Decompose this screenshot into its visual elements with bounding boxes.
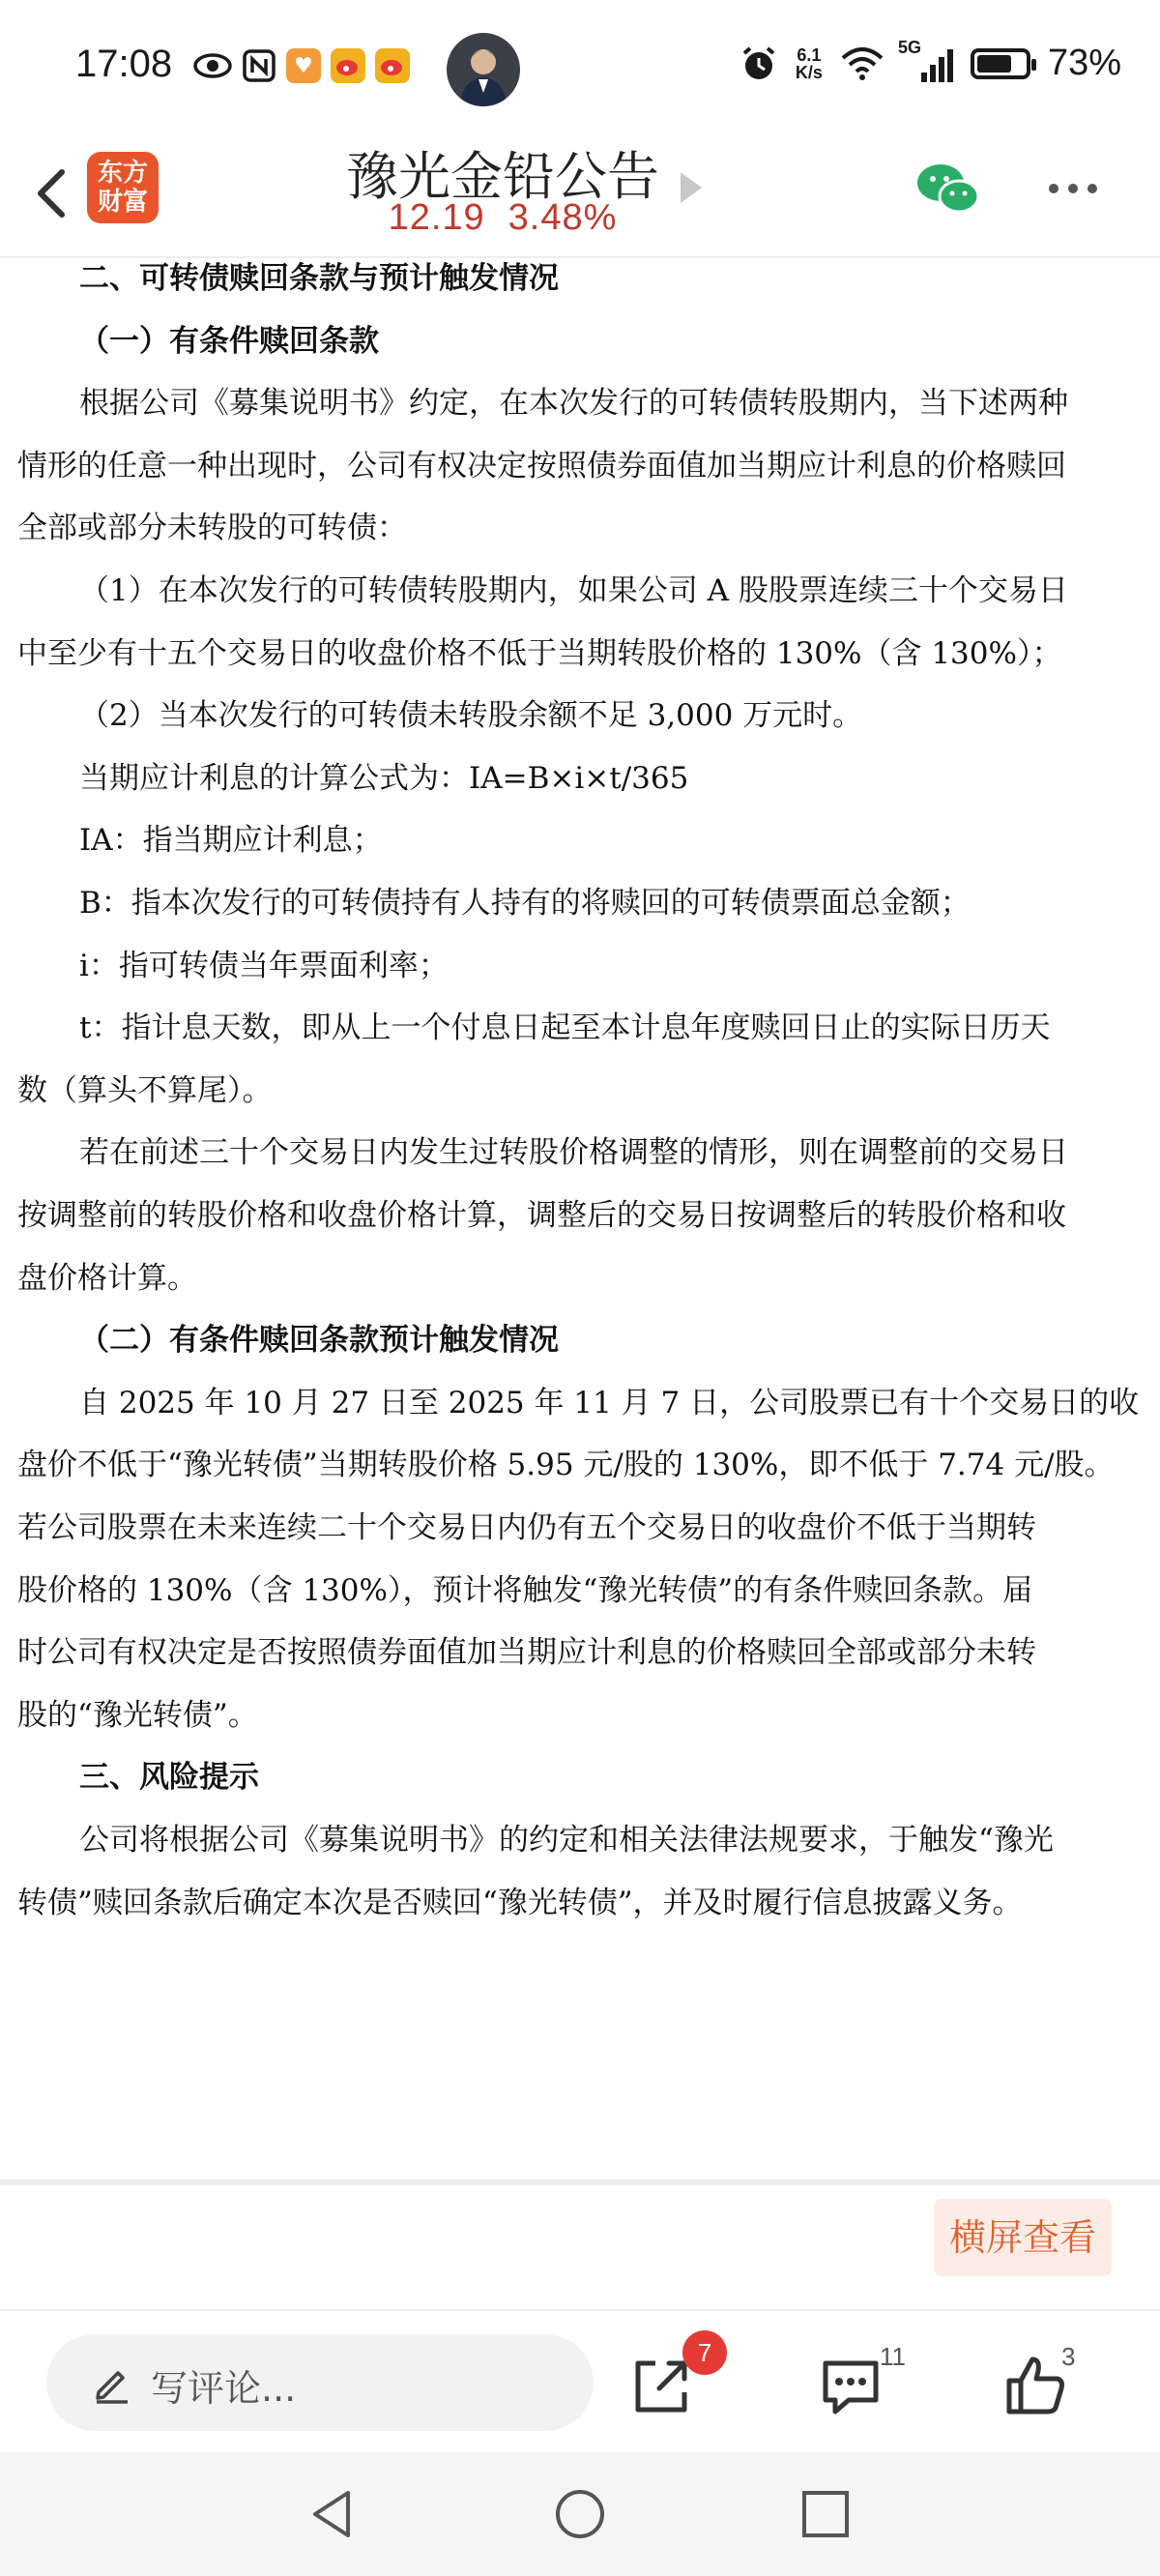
page-title[interactable]: 豫光金铅公告 (346, 146, 659, 207)
pencil-icon (91, 2361, 133, 2404)
divider (0, 2180, 1160, 2185)
stock-change: 3.48% (508, 197, 618, 238)
paragraph-line: 情形的任意一种出现时，公司有权决定按照债券面值加当期应计利息的价格赎回 (17, 448, 1066, 483)
battery-icon (971, 48, 1030, 79)
app-logo[interactable]: 东方 财富 (87, 152, 159, 223)
paragraph-line: 若公司股票在未来连续二十个交易日内仍有五个交易日的收盘价不低于当期转 (17, 1510, 1036, 1545)
notification-icons (193, 48, 410, 83)
paragraph-line: 盘价不低于“豫光转债”当期转股价格 5.95 元/股的 130%，即不低于 7.74 元/股。 (17, 1448, 1115, 1483)
paragraph-line: t：指计息天数，即从上一个付息日起至本计息年度赎回日止的实际日历天 (79, 1010, 1051, 1046)
paragraph-line: 自 2025 年 10 月 27 日至 2025 年 11 月 7 日，公司股票已有十个交易日的收 (79, 1385, 1140, 1420)
paragraph-line: 根据公司《募集说明书》约定，在本次发行的可转债转股期内，当下述两种 (79, 386, 1068, 422)
battery-percent: 73% (1047, 43, 1121, 83)
status-time: 17:08 (75, 43, 173, 85)
share-count-badge: 7 (682, 2330, 727, 2375)
stock-price: 12.19 (388, 197, 485, 238)
play-triangle-icon[interactable] (681, 172, 702, 203)
eye-icon (193, 51, 232, 80)
comment-placeholder: 写评论... (151, 2367, 297, 2410)
paragraph-line: i：指可转债当年票面利率； (79, 948, 449, 983)
paragraph-line: （1）在本次发行的可转债转股期内，如果公司 A 股股票连续三十个交易日 (79, 573, 1068, 608)
paragraph-line: （2）当本次发行的可转债未转股余额不足 3,000 万元时。 (79, 698, 863, 734)
status-right (740, 37, 1121, 84)
weibo-icon (331, 48, 365, 83)
section-heading: 二、可转债赎回条款与预计触发情况 (79, 261, 559, 296)
like-count: 3 (1061, 2342, 1076, 2371)
avatar[interactable] (447, 33, 520, 106)
stock-quote[interactable] (0, 197, 1005, 239)
paragraph-line: B：指本次发行的可转债持有人持有的将赎回的可转债票面总金额； (79, 886, 971, 921)
wechat-share-icon[interactable] (914, 160, 983, 218)
network-speed: 6.1 K/s (795, 44, 823, 82)
paragraph-line: 股的“豫光转债”。 (17, 1697, 258, 1733)
system-navigation-bar (0, 2452, 1160, 2576)
weibo-icon (375, 48, 410, 83)
section-heading: （一）有条件赎回条款 (79, 323, 379, 359)
paragraph-line: IA：指当期应计利息； (79, 823, 383, 859)
landscape-view-button[interactable]: 横屏查看 (934, 2199, 1112, 2276)
section-heading: 三、风险提示 (79, 1760, 259, 1796)
comment-input[interactable] (46, 2334, 594, 2431)
paragraph-line: 中至少有十五个交易日的收盘价格不低于当期转股价格的 130%（含 130%）； (17, 635, 1062, 671)
paragraph-line: 公司将根据公司《募集说明书》的约定和相关法律法规要求，于触发“豫光 (79, 1823, 1054, 1858)
app-notification-icon: ♥ (286, 48, 321, 83)
paragraph-line: 当期应计利息的计算公式为：IA=B×i×t/365 (79, 760, 689, 796)
paragraph-line: 股价格的 130%（含 130%），预计将触发“豫光转债”的有条件赎回条款。届 (17, 1572, 1033, 1608)
nfc-icon (242, 48, 276, 83)
section-heading: （二）有条件赎回条款预计触发情况 (79, 1323, 559, 1359)
wifi-icon (840, 46, 884, 81)
comment-count: 11 (880, 2342, 906, 2371)
paragraph-line: 转债”赎回条款后确定本次是否赎回“豫光转债”，并及时履行信息披露义务。 (17, 1885, 1023, 1920)
app-header (0, 135, 1160, 258)
status-bar (0, 0, 1160, 135)
nav-recents-icon[interactable] (797, 2485, 855, 2543)
nav-back-icon[interactable] (304, 2485, 362, 2543)
paragraph-line: 若在前述三十个交易日内发生过转股价格调整的情形，则在调整前的交易日 (79, 1135, 1068, 1171)
paragraph-line: 数（算头不算尾）。 (17, 1072, 273, 1108)
nav-home-icon[interactable] (551, 2485, 609, 2543)
paragraph-line: 按调整前的转股价格和收盘价格计算，调整后的交易日按调整后的转股价格和收 (17, 1198, 1066, 1233)
paragraph-line: 时公司有权决定是否按照债券面值加当期应计利息的价格赎回全部或部分未转 (17, 1635, 1036, 1671)
network-type: 5G (897, 37, 921, 57)
alarm-icon (740, 44, 778, 83)
cellular-signal-icon (897, 37, 953, 82)
paragraph-line: 全部或部分未转股的可转债： (17, 511, 407, 546)
more-options-icon[interactable] (1049, 184, 1097, 193)
bottom-toolbar (0, 2309, 1160, 2452)
comment-icon[interactable] (816, 2352, 885, 2421)
paragraph-line: 盘价格计算。 (17, 1260, 197, 1296)
